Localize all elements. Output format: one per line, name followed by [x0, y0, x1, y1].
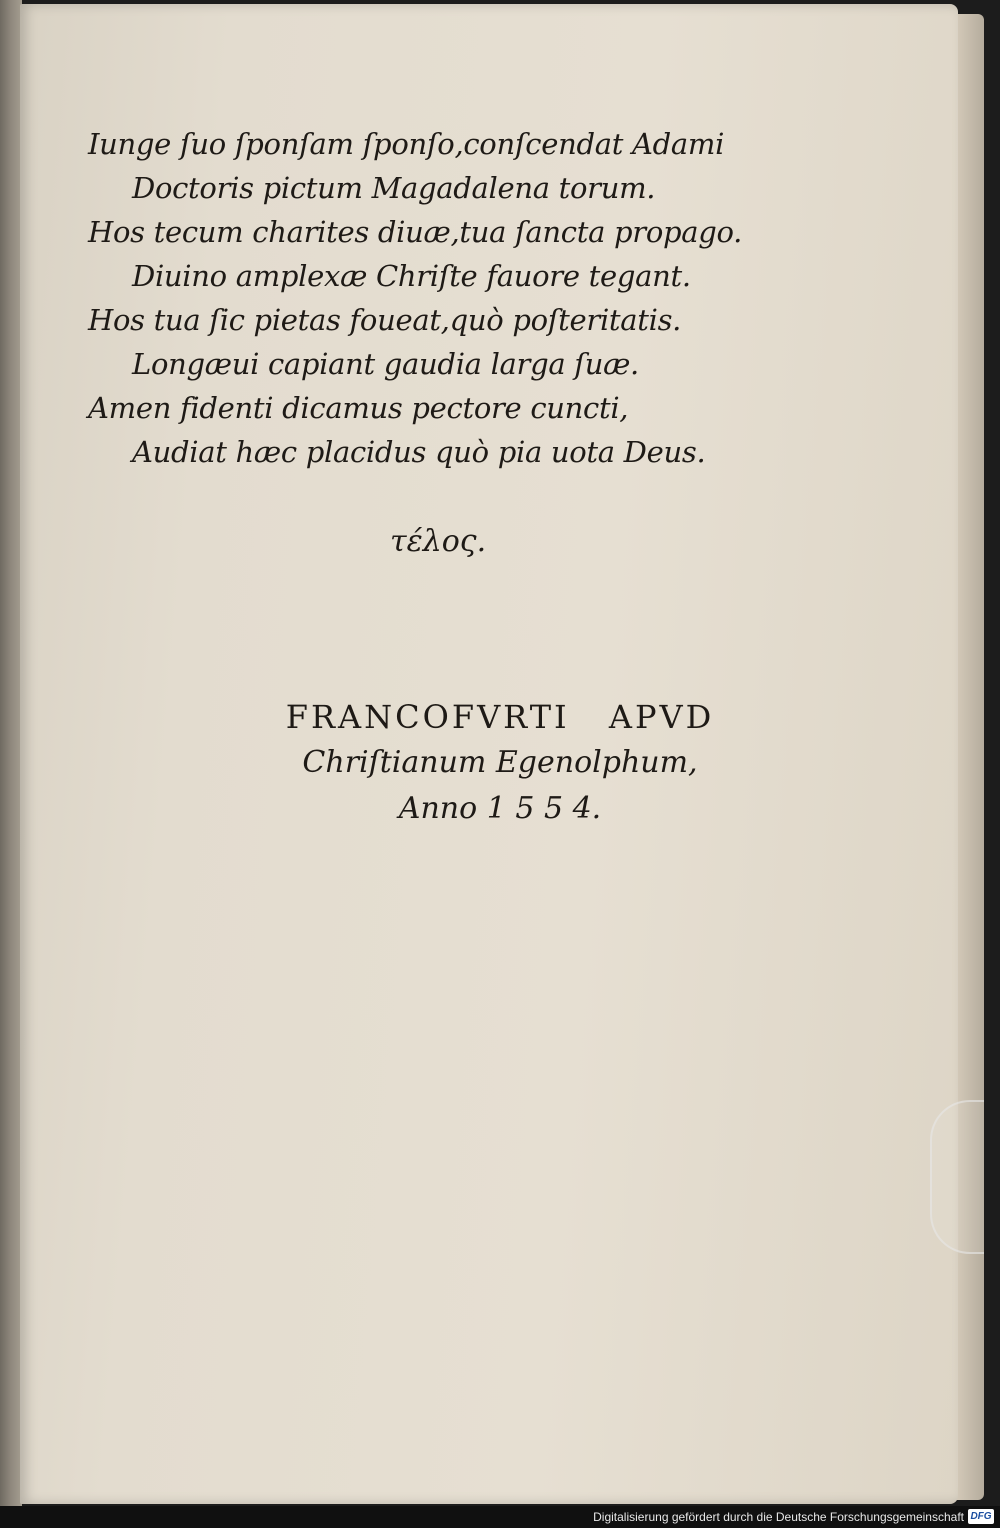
verse-line: Iunge ſuo ſponſam ſponſo,conſcendat Adami — [88, 127, 725, 161]
imprint-printer: Chriſtianum Egenolphum, — [302, 745, 698, 780]
verse-line: Doctoris pictum Magadalena torum. — [132, 171, 656, 205]
telos-ornament: τέλος. — [390, 524, 487, 559]
book-page — [20, 4, 958, 1504]
verse-line: Amen fidenti dicamus pectore cuncti, — [88, 391, 629, 425]
imprint-city: FRANCOFVRTI APVD — [285, 698, 715, 736]
dfg-logo-icon: DFG — [968, 1509, 994, 1524]
verse-line: Audiat hæc placidus quò pia uota Deus. — [132, 435, 706, 469]
verse-block — [88, 122, 788, 474]
verse-line: Hos tua ſic pietas foueat,quò poſteritatis. — [88, 303, 682, 337]
footer-bar — [0, 1506, 1000, 1528]
verse-line: Diuino amplexæ Chriſte fauore tegant. — [132, 259, 691, 293]
imprint-block — [160, 694, 840, 832]
facing-page-edge — [0, 0, 22, 1510]
imprint-year: Anno 1 5 5 4. — [398, 791, 602, 826]
verse-line: Hos tecum charites diuæ,tua ſancta propago. — [88, 215, 743, 249]
verse-line: Longæui capiant gaudia larga ſuæ. — [132, 347, 639, 381]
funding-credit: Digitalisierung gefördert durch die Deutsche Forschungsgemeinschaft — [593, 1510, 964, 1524]
page-clip — [930, 1100, 984, 1254]
